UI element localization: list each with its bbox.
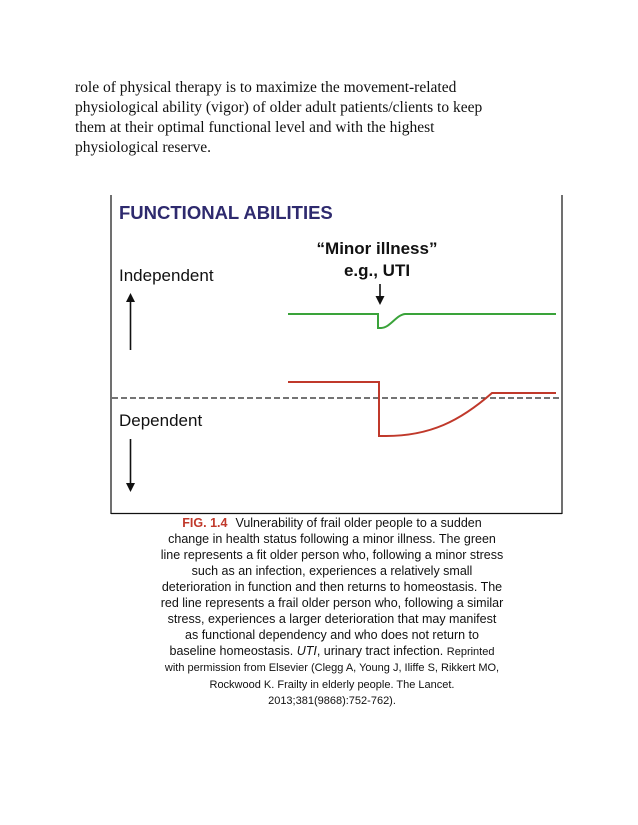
citation-line-3: 2013;381(9868):752-762). xyxy=(268,695,396,707)
caption-text: baseline homeostasis. xyxy=(169,644,294,658)
figure-caption xyxy=(118,515,546,710)
paragraph-line: them at their optimal functional level and with the highest xyxy=(75,119,435,136)
fit-person-line xyxy=(288,314,556,328)
paragraph-line: physiological ability (vigor) of older adult patients/clients to keep xyxy=(75,99,483,116)
dependent-label: Dependent xyxy=(119,411,203,430)
caption-line-9 xyxy=(118,643,546,660)
caption-line-6: red line represents a frail older person who, following a similar xyxy=(160,596,504,610)
caption-line-3: line represents a fit older person who, following a minor stress xyxy=(160,548,504,562)
paragraph-line: physiological reserve. xyxy=(75,139,212,156)
caption-line-4: such as an infection, experiences a relatively small xyxy=(191,564,473,578)
event-label-line2: e.g., UTI xyxy=(343,261,411,280)
functional-abilities-figure xyxy=(110,195,564,515)
caption-text: Vulnerability of frail older people to a sudden xyxy=(235,516,482,530)
citation-line-2: Rockwood K. Frailty in elderly people. The Lancet. xyxy=(209,678,455,691)
reprint-note: Reprinted xyxy=(446,646,495,658)
citation-line-1: with permission from Elsevier (Clegg A, Young J, Iliffe S, Rikkert MO, xyxy=(164,662,500,674)
abbreviation: UTI xyxy=(296,644,317,658)
caption-line-1 xyxy=(118,515,546,531)
figure-number: FIG. 1.4 xyxy=(182,516,228,530)
body-paragraph xyxy=(75,78,545,158)
caption-line-5: deterioration in function and then returns to homeostasis. The xyxy=(161,580,503,594)
down-arrow-head xyxy=(126,483,135,492)
caption-line-8: as functional dependency and who does not return to xyxy=(185,628,479,642)
abbreviation-definition: , urinary tract infection. xyxy=(316,644,444,658)
figure-diagram xyxy=(110,195,564,515)
figure-title: FUNCTIONAL ABILITIES xyxy=(119,202,333,223)
event-arrow-head xyxy=(376,296,385,305)
event-label-line1: “Minor illness” xyxy=(316,239,438,258)
caption-line-2: change in health status following a minor illness. The green xyxy=(168,532,496,546)
caption-line-7: stress, experiences a larger deterioration that may manifest xyxy=(167,612,497,626)
independent-label: Independent xyxy=(119,266,214,285)
frail-person-line xyxy=(288,382,556,436)
paragraph-line: role of physical therapy is to maximize the movement-related xyxy=(75,79,457,96)
